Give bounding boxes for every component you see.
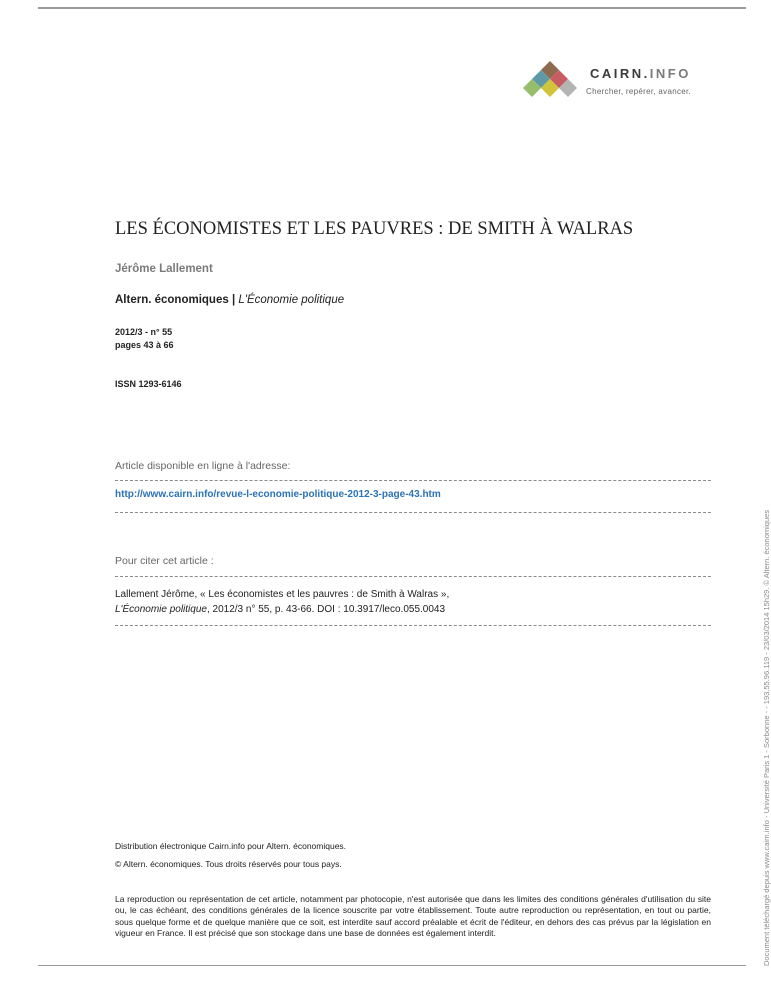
distribution-note: Distribution électronique Cairn.info pour Altern. économiques. [115,841,347,851]
dashed-rule [115,576,711,577]
copyright-note: © Altern. économiques. Tous droits réservés pour tous pays. [115,859,342,869]
issue-number: 2012/3 - n° 55 [115,327,173,337]
journal-line [115,294,344,306]
brand-name: CAIRN [590,66,644,81]
online-label: Article disponible en ligne à l'adresse: [115,460,291,472]
logo-tagline: Chercher, repérer, avancer. [586,87,692,96]
issn: ISSN 1293-6146 [115,379,182,389]
citation-text [115,587,449,617]
top-rule [38,7,746,9]
dashed-rule [115,625,711,626]
download-watermark: Document téléchargé depuis www.cairn.info - Université Paris 1 - Sorbonne - - 193.55.96.119 - 23/03/2014 15h29. © Altern. économiques [762,509,771,966]
article-title: LES ÉCONOMISTES ET LES PAUVRES : DE SMITH À WALRAS [115,219,634,239]
article-url-link[interactable]: http://www.cairn.info/revue-l-economie-politique-2012-3-page-43.htm [115,489,441,500]
citation-line-1: Lallement Jérôme, « Les économistes et les pauvres : de Smith à Walras », [115,589,450,600]
citation-line-2 [115,602,449,617]
dashed-rule [115,512,711,513]
page-range: pages 43 à 66 [115,340,174,350]
brand-suffix: INFO [649,66,691,81]
cairn-wordmark: CAIRN.INFO [590,66,691,81]
dashed-rule [115,480,711,481]
article-author: Jérôme Lallement [115,263,213,275]
review-name: L'Économie politique [238,294,345,306]
publisher-name: Altern. économiques [115,294,229,306]
cairn-logo[interactable] [512,60,712,110]
bottom-rule [38,965,746,966]
cite-label: Pour citer cet article : [115,555,214,567]
citation-review: L'Économie politique [115,604,207,615]
journal-separator: | [228,294,239,306]
legal-notice: La reproduction ou représentation de cet article, notamment par photocopie, n'est autorisée que dans les limites des conditions générales d'utilisation du site ou, le cas échéant, des conditions générales de la licence souscrite par votre établissement. Toute autre reproduction ou représentation, en tout ou partie, sous quelque forme et de quelque manière que ce soit, est interdite sauf accord préalable et écrit de l'éditeur, en dehors des cas prévus par la législation en vigueur en France. Il est précisé que son stockage dans une base de données est également interdit. [115,894,711,938]
cairn-diamonds-icon [512,60,588,110]
issue-info [115,326,174,352]
citation-details: , 2012/3 n° 55, p. 43-66. DOI : 10.3917/leco.055.0043 [206,604,446,615]
